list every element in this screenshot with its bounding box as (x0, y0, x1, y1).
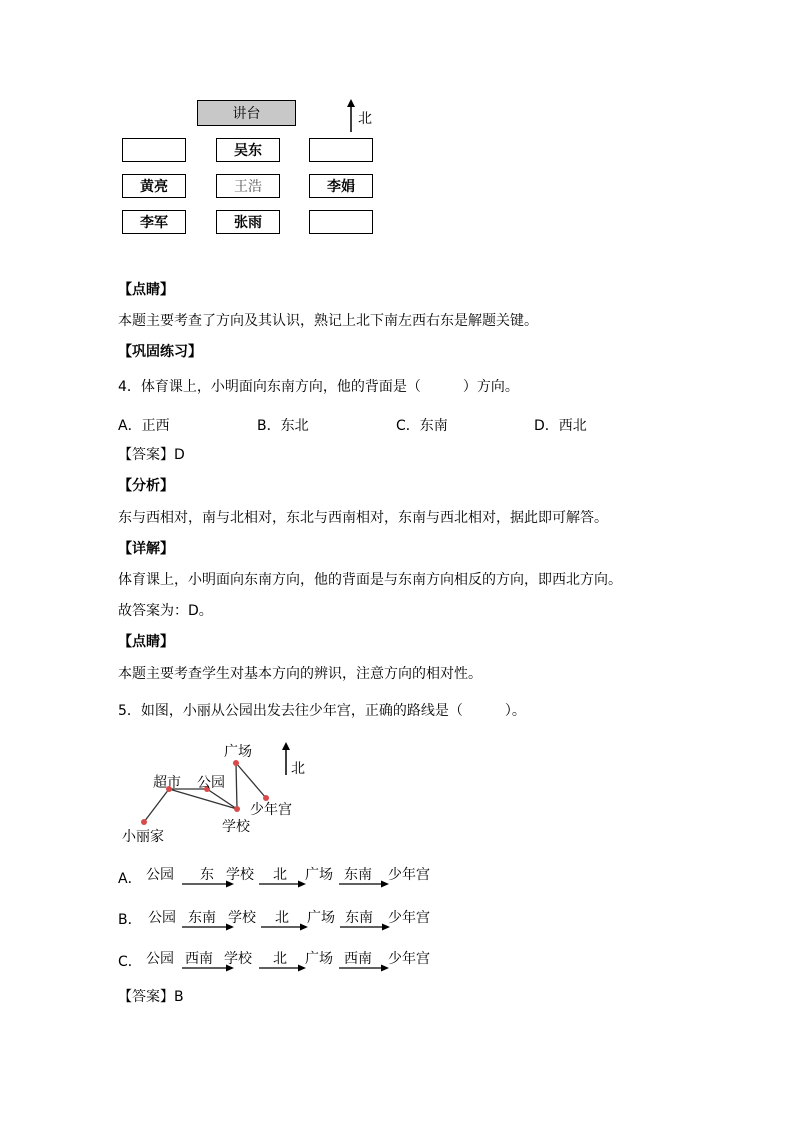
q5-stem: 5．如图，小丽从公园出发去往少年宫，正确的路线是（ ）。 (118, 703, 526, 719)
q4-detail-text: 体育课上，小明面向东南方向，他的背面是与东南方向相反的方向，即西北方向。 (118, 572, 622, 588)
q4-option-a: A．正西 (118, 418, 170, 434)
map-point-xiaolijia (141, 819, 147, 825)
map-label-chaoshi: 超市 (153, 775, 181, 791)
seat-r1-c2: 吴东 (216, 138, 280, 162)
q4-analysis-text: 东与西相对，南与北相对，东北与西南相对，东南与西北相对，据此即可解答。 (118, 510, 608, 526)
seat-r3-c2: 张雨 (216, 210, 280, 234)
map-point-xuexiao (234, 806, 240, 812)
route-arrow-icon (182, 963, 234, 973)
route-arrow-icon (339, 879, 389, 889)
map-label-xiaolijia: 小丽家 (122, 829, 164, 845)
route-arrow-icon (340, 922, 390, 932)
q4-analysis-heading: 【分析】 (118, 478, 174, 494)
q4-answer: 【答案】D (118, 447, 185, 463)
seat-r1-c1 (122, 138, 186, 162)
route-arrow-icon (182, 879, 234, 889)
q4-conclusion: 故答案为：D。 (118, 603, 213, 619)
seat-r1-c3 (309, 138, 373, 162)
seat-r3-c3 (309, 210, 373, 234)
podium-box: 讲台 (197, 100, 296, 126)
dianjing-heading-1: 【点睛】 (118, 282, 174, 298)
map-label-gongyuan: 公园 (197, 775, 225, 791)
q4-option-d: D．西北 (534, 418, 587, 434)
route-arrow-icon (339, 963, 389, 973)
north-arrow-icon (344, 98, 358, 134)
q4-option-c: C．东南 (396, 418, 448, 434)
map-label-guangchang: 广场 (224, 744, 252, 760)
route-arrow-icon (182, 922, 234, 932)
seat-r3-c1: 李军 (122, 210, 186, 234)
q4-detail-heading: 【详解】 (118, 541, 174, 557)
route-arrow-icon (259, 963, 306, 973)
seat-r2-c3: 李娟 (309, 174, 373, 198)
q4-dianjing-heading: 【点睛】 (118, 634, 174, 650)
consolidate-heading: 【巩固练习】 (118, 344, 202, 360)
q4-dianjing-text: 本题主要考查学生对基本方向的辨识，注意方向的相对性。 (118, 666, 482, 682)
q5-answer: 【答案】B (118, 989, 184, 1005)
dianjing-text-1: 本题主要考查了方向及其认识，熟记上北下南左西右东是解题关键。 (118, 313, 538, 329)
north-label: 北 (358, 111, 372, 127)
route-arrow-icon (261, 922, 308, 932)
seat-r2-c1: 黄亮 (122, 174, 186, 198)
route-arrow-icon (259, 879, 306, 889)
map-label-shaoniangong: 少年宫 (250, 802, 292, 818)
q4-option-b: B．东北 (257, 418, 309, 434)
seat-r2-c2: 王浩 (216, 174, 280, 198)
map-north-label: 北 (291, 761, 305, 777)
q4-stem: 4．体育课上，小明面向东南方向，他的背面是（ ）方向。 (118, 379, 519, 395)
map-label-xuexiao: 学校 (222, 819, 250, 835)
